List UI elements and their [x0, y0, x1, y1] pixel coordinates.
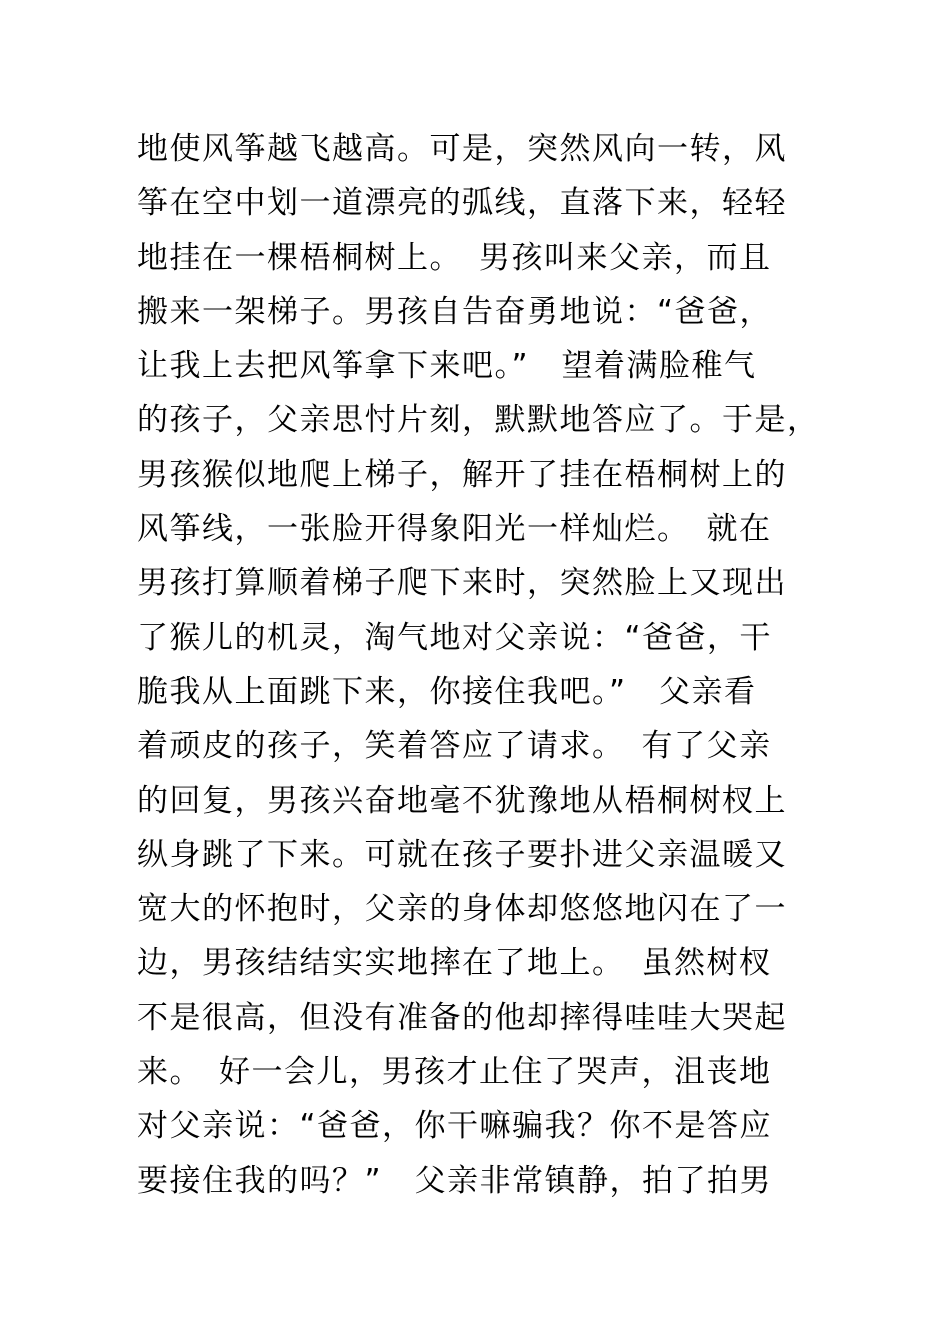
text-line: 让我上去把风筝拿下来吧。” 望着满脸稚气	[137, 348, 757, 385]
text-line: 边，男孩结结实实地摔在了地上。 虽然树杈	[137, 945, 772, 982]
text-line: 地挂在一棵梧桐树上。 男孩叫来父亲，而且	[137, 239, 772, 276]
text-line: 筝在空中划一道漂亮的弧线，直落下来，轻轻	[137, 185, 787, 222]
text-line: 男孩猴似地爬上梯子，解开了挂在梧桐树上的	[137, 456, 787, 493]
text-line: 了猴儿的机灵，淘气地对父亲说：“爸爸，干	[137, 619, 773, 656]
text-line: 脆我从上面跳下来，你接住我吧。” 父亲看	[137, 673, 757, 710]
text-line: 的回复，男孩兴奋地毫不犹豫地从梧桐树杈上	[137, 782, 787, 819]
text-line: 对父亲说：“爸爸，你干嘛骗我？你不是答应	[137, 1108, 773, 1145]
text-line: 纵身跳了下来。可就在孩子要扑进父亲温暖又	[137, 836, 787, 873]
text-line: 的孩子，父亲思忖片刻，默默地答应了。于是，	[137, 402, 820, 439]
text-line: 搬来一架梯子。男孩自告奋勇地说：“爸爸，	[137, 293, 773, 330]
text-line: 着顽皮的孩子，笑着答应了请求。 有了父亲	[137, 728, 772, 765]
text-line: 宽大的怀抱时，父亲的身体却悠悠地闪在了一	[137, 891, 787, 928]
text-line: 风筝线，一张脸开得象阳光一样灿烂。 就在	[137, 511, 772, 548]
text-line: 地使风筝越飞越高。可是，突然风向一转，风	[137, 131, 787, 167]
text-line: 来。 好一会儿，男孩才止住了哭声，沮丧地	[137, 1054, 772, 1091]
text-line: 不是很高，但没有准备的他却摔得哇哇大哭起	[137, 999, 787, 1036]
text-line: 要接住我的吗？” 父亲非常镇静，拍了拍男	[137, 1162, 773, 1199]
story-text	[137, 122, 837, 1208]
text-line: 男孩打算顺着梯子爬下来时，突然脸上又现出	[137, 565, 787, 602]
